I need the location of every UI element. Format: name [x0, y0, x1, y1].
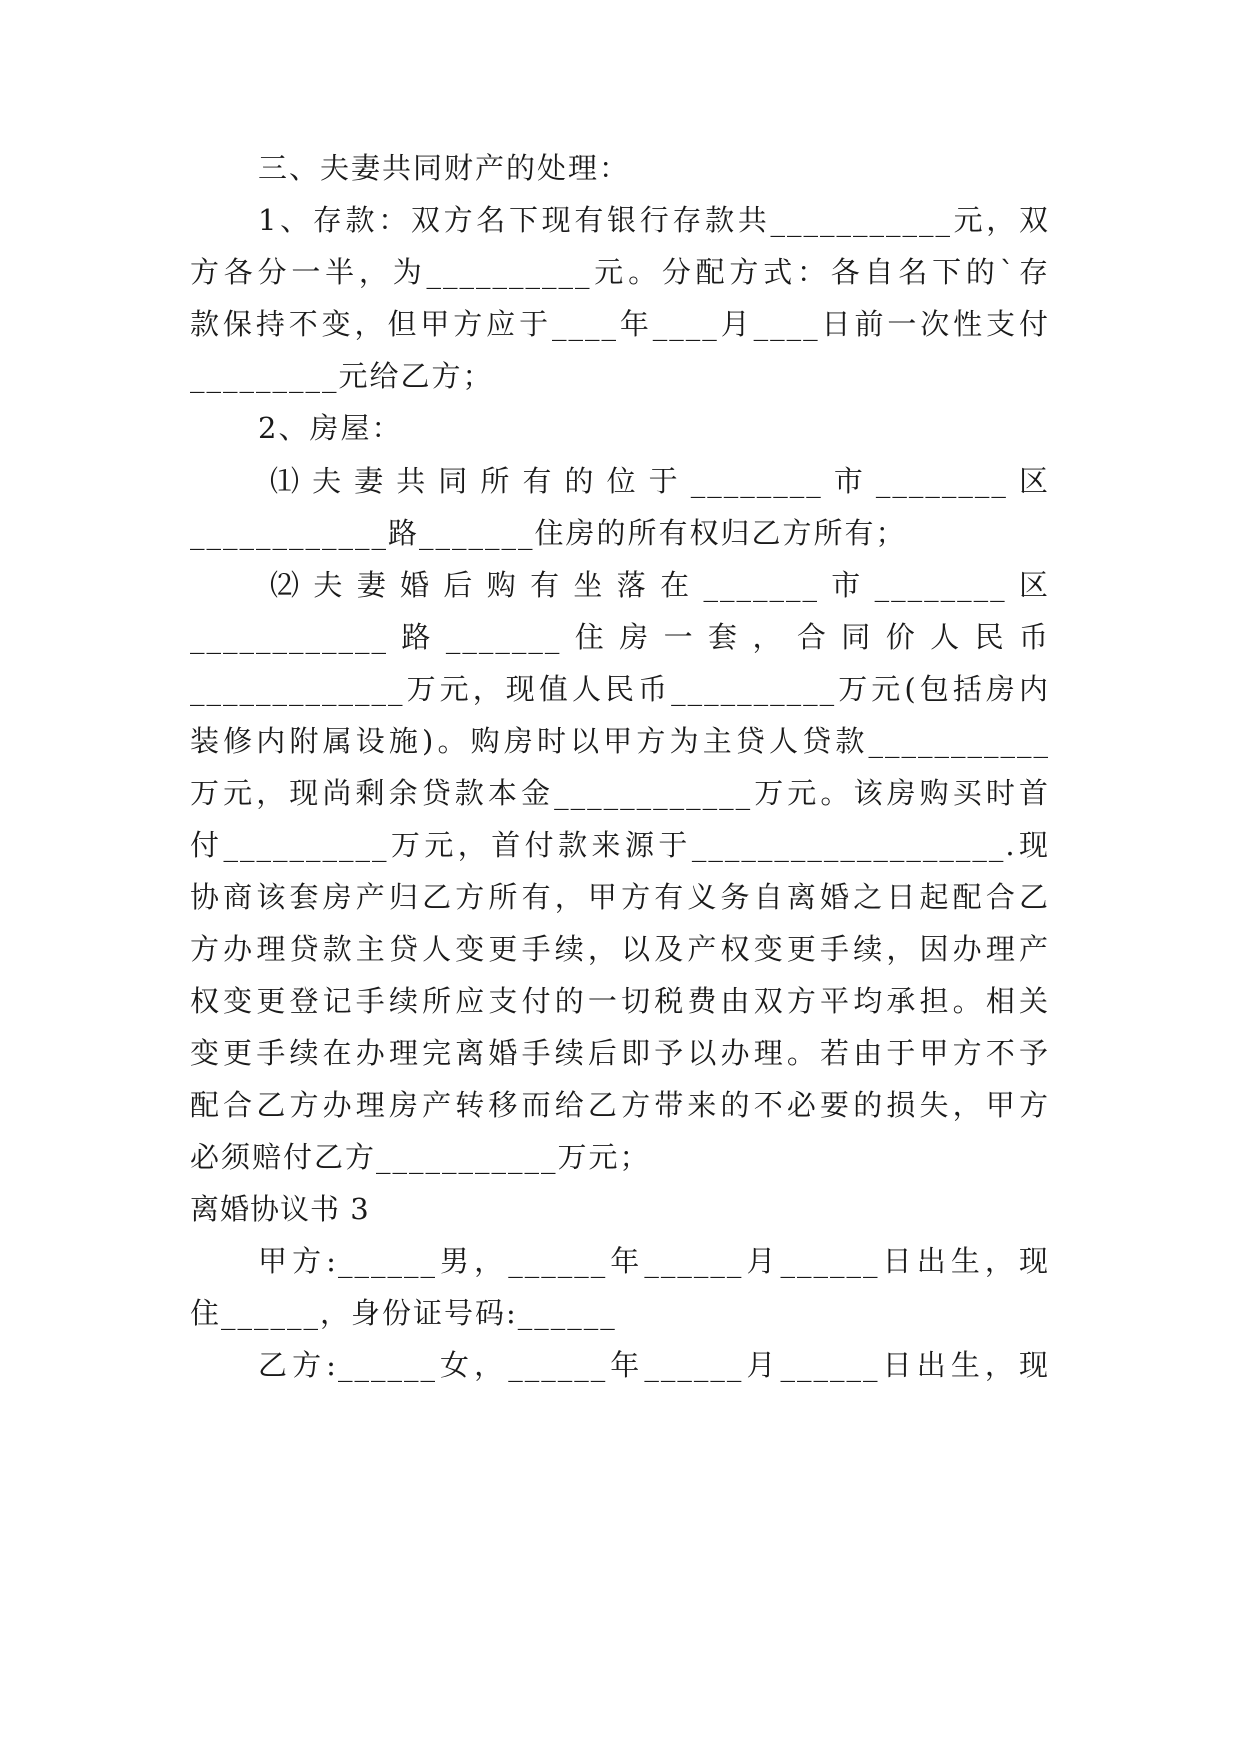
paragraph-line: 付__________万元，首付款来源于___________________.现 — [190, 828, 1050, 862]
paragraph-line: 协商该套房产归乙方所有，甲方有义务自离婚之日起配合乙 — [190, 880, 1050, 914]
paragraph-line: 配合乙方办理房产转移而给乙方带来的不必要的损失，甲方 — [190, 1088, 1050, 1122]
paragraph-line: 万元，现尚剩余贷款本金____________万元。该房购买时首 — [190, 776, 1050, 810]
paragraph-line: 方办理贷款主贷人变更手续，以及产权变更手续，因办理产 — [190, 932, 1050, 966]
party-a-line: 甲方:______男，______年______月______日出生，现 — [258, 1244, 1050, 1278]
paragraph-line: 权变更登记手续所应支付的一切税费由双方平均承担。相关 — [190, 984, 1050, 1018]
document-title: 离婚协议书 3 — [190, 1192, 370, 1226]
paragraph-line: 款保持不变，但甲方应于____年____月____日前一次性支付 — [190, 307, 1050, 341]
party-b-line: 乙方:______女，______年______月______日出生，现 — [258, 1348, 1050, 1382]
paragraph-line: 方各分一半，为__________元。分配方式：各自名下的`存 — [190, 255, 1050, 289]
paragraph-line: ____________路_______住房一套，合同价人民币 — [190, 620, 1050, 654]
paragraph-line: 必须赔付乙方___________万元； — [190, 1140, 651, 1174]
section-heading: 三、夫妻共同财产的处理： — [258, 151, 631, 185]
paragraph-line: _____________万元，现值人民币__________万元(包括房内 — [190, 672, 1050, 706]
paragraph-line: 装修内附属设施)。购房时以甲方为主贷人贷款___________ — [190, 724, 1050, 758]
subsection-heading: 2、房屋： — [258, 411, 403, 445]
paragraph-line: _________元给乙方； — [190, 359, 494, 393]
paragraph-line: ⑵夫妻婚后购有坐落在_______市________区 — [270, 568, 1050, 602]
paragraph-line: 1、存款：双方名下现有银行存款共___________元，双 — [258, 203, 1050, 237]
paragraph-line: ____________路_______住房的所有权归乙方所有； — [190, 516, 907, 550]
paragraph-line: 变更手续在办理完离婚手续后即予以办理。若由于甲方不予 — [190, 1036, 1050, 1070]
paragraph-line: ⑴夫妻共同所有的位于________市________区 — [270, 464, 1050, 498]
party-a-line: 住______，身份证号码:______ — [190, 1296, 617, 1330]
